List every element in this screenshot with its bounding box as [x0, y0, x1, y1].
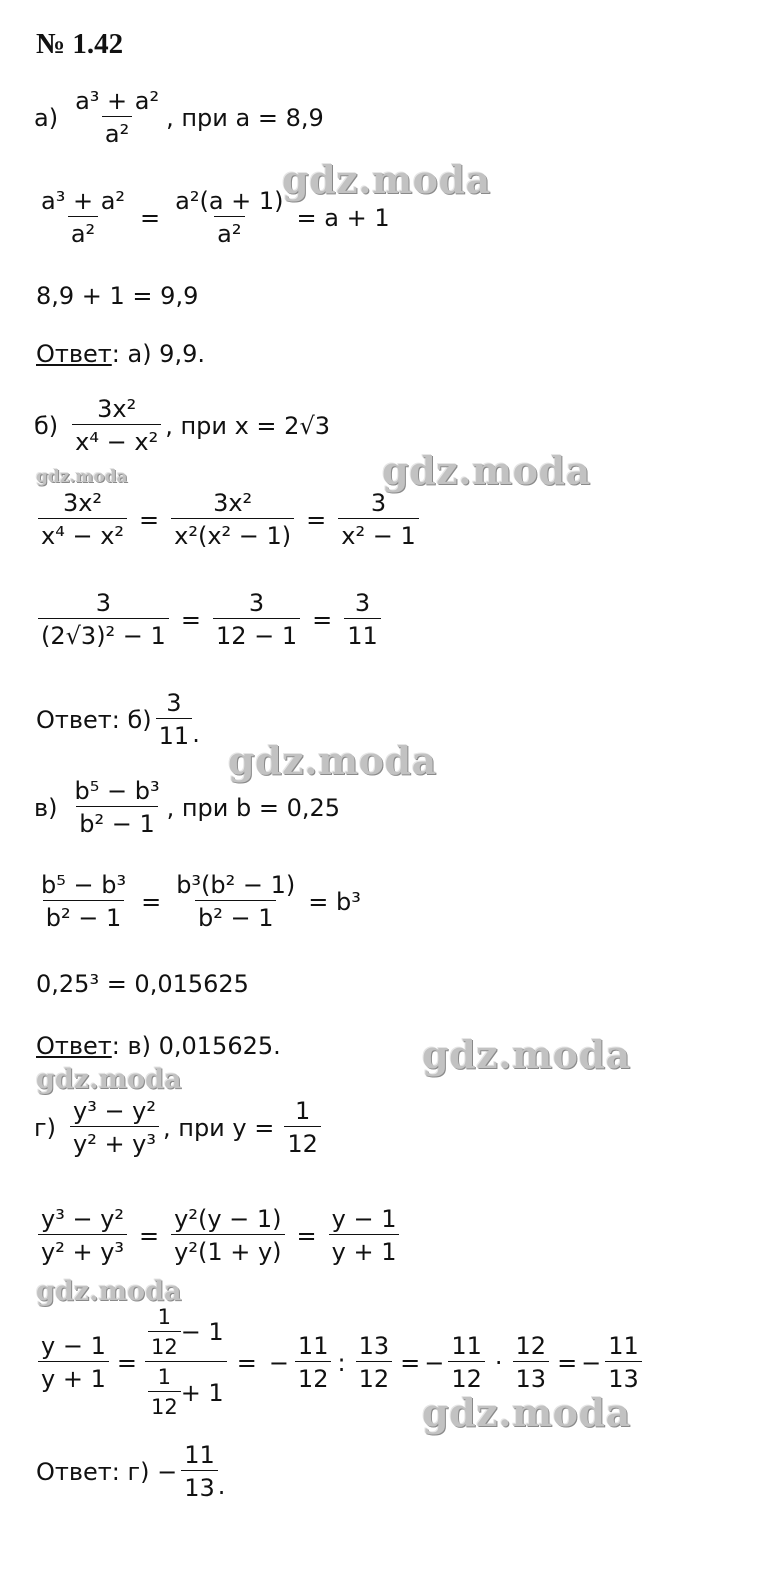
fraction: $\frac{\text{y²(y − 1)}}{\text{y²(1 + y)}}$	[171, 1206, 284, 1266]
fraction: $\frac{y - 1}{y + 1}$	[329, 1206, 400, 1266]
fraction: $\frac{12}{13}$	[513, 1333, 550, 1393]
part-a-condition: а) $\frac{\text{a³ + a²}}{\text{a²}}$ , при a = 8,9	[34, 87, 324, 149]
part-a-label: а)	[34, 103, 59, 132]
fraction: $\frac{3}{11}$	[344, 590, 381, 650]
fraction: $\frac{1}{12}$	[284, 1098, 321, 1158]
part-v-answer: Ответ: в) 0,015625.	[36, 1032, 281, 1060]
fraction: $\frac{11}{12}$	[295, 1333, 332, 1393]
fraction: $\frac{\text{a³ + a²}}{\text{a²}}$	[75, 87, 160, 149]
watermark: gdz.moda	[422, 1390, 631, 1435]
problem-number: № 1.42	[36, 28, 124, 60]
part-a-answer: Ответ: а) 9,9.	[36, 340, 205, 368]
fraction: $\frac{\text{b⁵ − b³}}{\text{b² − 1}}$	[41, 871, 127, 933]
watermark: gdz.moda	[422, 1032, 631, 1077]
part-a-calculation: 8,9 + 1 = 9,9	[36, 282, 199, 310]
part-g-simplification: $\frac{\text{y³ − y²}}{\text{y² + y³}}$ = $\frac{\text{y²(y − 1)}}{\text{y²(1 + y)}}$ = $\frac{y - 1}{y + 1}$	[34, 1206, 403, 1266]
watermark: gdz.moda	[36, 1064, 182, 1095]
part-a-simplification: $\frac{\text{a³ + a²}}{\text{a²}}$ = $\frac{\text{a²(a + 1)}}{\text{a²}}$ = a + 1	[34, 188, 390, 248]
fraction: $\frac{3}{\text{(2√3)² − 1}}$	[38, 590, 169, 650]
watermark: gdz.moda	[382, 448, 591, 493]
fraction: $\frac{13}{12}$	[356, 1333, 393, 1393]
watermark: gdz.moda	[36, 467, 128, 487]
watermark: gdz.moda	[228, 738, 437, 783]
part-b-condition: б) $\frac{\text{3x²}}{\text{x⁴ − x²}}$ , при x = 2√3	[34, 395, 330, 457]
fraction: $\frac{\text{a²(a + 1)}}{\text{a²}}$	[175, 187, 284, 249]
fraction: $\frac{1}{12}$	[148, 1306, 181, 1359]
part-g-calculation: $\frac{y - 1}{y + 1}$ = $\frac{1}{12}$ − 1 $\frac{1}{12}$ + 1 = − $\frac{11}{12}$ : $\frac{13}{12}$ = − $\frac{11}{12}$ · $\frac{12}{13}$ = − $\frac{11}{13}$	[34, 1306, 646, 1419]
fraction: $\frac{\text{3x²}}{\text{x⁴ − x²}}$	[38, 490, 127, 550]
watermark: gdz.moda	[282, 157, 491, 202]
fraction: $\frac{3}{\text{x² − 1}}$	[338, 490, 418, 550]
watermark: gdz.moda	[36, 1276, 182, 1307]
fraction: $\frac{3}{12 - 1}$	[213, 590, 300, 650]
part-v-simplification: $\frac{\text{b⁵ − b³}}{\text{b² − 1}}$ = $\frac{\text{b³(b² − 1)}}{\text{b² − 1}}$ = b³	[34, 872, 361, 932]
part-v-calculation: 0,25³ = 0,015625	[36, 970, 249, 998]
part-b-answer: Ответ: б) $\frac{3}{11}$ .	[36, 689, 200, 751]
part-g-answer: Ответ: г) − $\frac{11}{13}$ .	[36, 1441, 226, 1503]
fraction: $\frac{\text{a³ + a²}}{\text{a²}}$	[41, 187, 126, 249]
fraction: $\frac{\text{3x²}}{\text{x⁴ − x²}}$	[72, 396, 161, 456]
part-v-condition: в) $\frac{\text{b⁵ − b³}}{\text{b² − 1}}$ , при b = 0,25	[34, 777, 341, 839]
part-b-calculation: $\frac{3}{\text{(2√3)² − 1}}$ = $\frac{3}{12 - 1}$ = $\frac{3}{11}$	[34, 590, 385, 650]
part-g-label: г)	[34, 1113, 56, 1142]
fraction: $\frac{1}{12}$	[148, 1366, 181, 1419]
fraction: $\frac{\text{3x²}}{\text{x²(x² − 1)}}$	[171, 490, 294, 550]
fraction: $\frac{11}{13}$	[181, 1442, 218, 1502]
fraction: $\frac{3}{11}$	[156, 690, 193, 750]
fraction: $\frac{\text{y³ − y²}}{\text{y² + y³}}$	[70, 1098, 159, 1158]
complex-fraction: $\frac{1}{12}$ − 1 $\frac{1}{12}$ + 1	[145, 1306, 227, 1419]
part-g-condition: г) $\frac{\text{y³ − y²}}{\text{y² + y³}}$ , при y = $\frac{1}{12}$	[34, 1098, 325, 1158]
fraction: $\frac{\text{b³(b² − 1)}}{\text{b² − 1}}$	[176, 871, 296, 933]
fraction: $\frac{11}{12}$	[448, 1333, 485, 1393]
fraction: $\frac{\text{b⁵ − b³}}{\text{b² − 1}}$	[74, 777, 160, 839]
fraction: $\frac{y - 1}{y + 1}$	[38, 1333, 109, 1393]
fraction: $\frac{11}{13}$	[605, 1333, 642, 1393]
part-b-simplification: $\frac{\text{3x²}}{\text{x⁴ − x²}}$ = $\frac{\text{3x²}}{\text{x²(x² − 1)}}$ = $\frac{3}{\text{x² − 1}}$	[34, 490, 423, 550]
fraction: $\frac{\text{y³ − y²}}{\text{y² + y³}}$	[38, 1206, 127, 1266]
part-b-label: б)	[34, 411, 59, 440]
part-v-label: в)	[34, 793, 58, 822]
